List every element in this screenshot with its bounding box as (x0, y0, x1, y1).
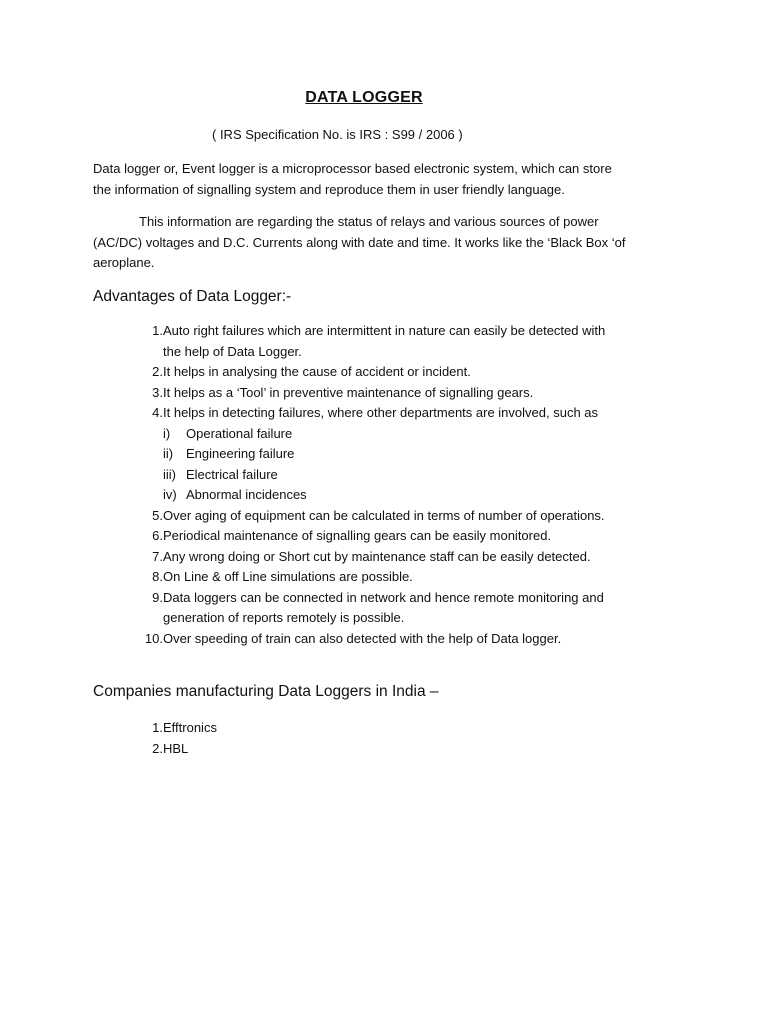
list-item-text: Over speeding of train can also detected with the help of Data logger. (163, 630, 562, 646)
list-number: 9. (152, 589, 163, 605)
list-number: 2. (152, 364, 163, 379)
intro-line-1: Data logger or, Event logger is a microprocessor based electronic system, which can store (93, 161, 612, 176)
list-item (93, 506, 693, 527)
intro-paragraph (93, 159, 693, 200)
list-item (93, 526, 693, 547)
list-item-text: Any wrong doing or Short cut by maintenance staff can be easily detected. (163, 548, 591, 564)
list-item (93, 588, 693, 629)
list-item (93, 321, 693, 362)
list-item-text: Auto right failures which are intermittent in nature can easily be detected with (163, 323, 606, 338)
list-item-text: It helps as a ‘Tool’ in preventive maintenance of signalling gears. (163, 384, 534, 400)
sub-list-item (93, 485, 693, 506)
sub-list-number: iv) (163, 487, 177, 502)
list-number: 6. (152, 528, 163, 543)
list-item (93, 403, 693, 424)
list-item-text: Efftronics (163, 720, 217, 735)
companies-list (93, 718, 693, 759)
list-number: 8. (152, 569, 163, 584)
list-item (93, 383, 693, 404)
list-item-text: On Line & off Line simulations are possible. (163, 569, 413, 584)
page-title: DATA LOGGER (305, 89, 423, 106)
info-paragraph (93, 212, 693, 274)
advantages-heading: Advantages of Data Logger:- (93, 288, 292, 305)
sub-list-number: i) (163, 425, 171, 441)
sub-list-item (93, 465, 693, 486)
spec-line: ( IRS Specification No. is IRS : S99 / 2006 ) (212, 127, 463, 142)
list-item (93, 547, 693, 568)
sub-list-text: Abnormal incidences (186, 487, 307, 502)
list-item-text: HBL (163, 740, 189, 756)
advantages-list (93, 321, 693, 649)
list-number: 3. (152, 384, 163, 400)
companies-heading: Companies manufacturing Data Loggers in India – (93, 683, 439, 700)
list-number: 1. (152, 323, 163, 338)
sub-list-number: iii) (163, 466, 176, 482)
sub-list-text: Engineering failure (186, 446, 295, 461)
sub-list-item (93, 444, 693, 465)
list-number: 10. (144, 630, 163, 646)
sub-list-number: ii) (163, 446, 174, 461)
info-line-1: This information are regarding the status of relays and various sources of power (139, 214, 599, 229)
list-item-text: Periodical maintenance of signalling gears can be easily monitored. (163, 528, 552, 543)
list-item-text: Data loggers can be connected in network and hence remote monitoring and (163, 589, 604, 605)
info-line-3: aeroplane. (93, 255, 155, 270)
list-item-text: generation of reports remotely is possible. (163, 610, 405, 625)
list-item (93, 629, 693, 650)
list-number: 5. (152, 507, 163, 523)
list-item-text: It helps in analysing the cause of accident or incident. (163, 364, 471, 379)
list-number: 4. (152, 405, 163, 420)
list-number: 2. (152, 740, 163, 756)
info-line-2: (AC/DC) voltages and D.C. Currents along with date and time. It works like the ‘Black Box ‘of (93, 234, 626, 250)
list-item (93, 362, 693, 383)
sub-list-text: Operational failure (186, 425, 293, 441)
list-item-text: the help of Data Logger. (163, 343, 302, 359)
list-item-text: Over aging of equipment can be calculated in terms of number of operations. (163, 507, 605, 523)
list-item-text: It helps in detecting failures, where other departments are involved, such as (163, 405, 599, 420)
list-number: 1. (152, 720, 163, 735)
list-item (93, 718, 693, 739)
list-number: 7. (152, 548, 163, 564)
sub-list-item (93, 424, 693, 445)
sub-list-text: Electrical failure (186, 466, 278, 482)
list-item (93, 567, 693, 588)
intro-line-2: the information of signalling system and reproduce them in user friendly language. (93, 181, 565, 197)
list-item (93, 739, 693, 760)
